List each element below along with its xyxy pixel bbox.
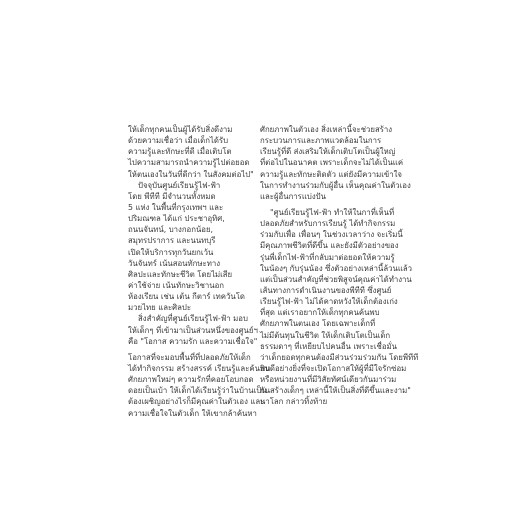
paragraph-line: คือ "โอกาส ความรัก และความเชื่อใจ" (128, 336, 258, 346)
article-column-right (260, 124, 419, 408)
paragraph-line: โอกาสที่จะมอบพื้นที่ที่ปลอดภัยให้เด็ก (128, 352, 251, 362)
paragraph-line: ศักยภาพในตนเอง โดยเฉพาะเด็กที่ (260, 319, 376, 329)
paragraph-line: และผู้อื่นการแบ่งปัน (260, 191, 326, 201)
paragraph-line: ในน้องๆ กับรุ่นน้อง ซึ่งตัวอย่างเหล่านี้ล้วนแล้ว (260, 263, 413, 273)
paragraph-line: ได้ทำกิจกรรม สร้างสรรค์ เรียนรู้และค้นพบ (128, 363, 271, 373)
paragraph-line: ยินดีอย่างยิ่งที่จะเปิดโอกาสให้ผู้ที่มีใจรักซ่อม (260, 363, 407, 373)
paragraph-line: เรียนรู้ที่ดี ส่งเสริมให้เด็กเติบโตเป็นผู้ใหญ่ (260, 147, 396, 157)
paragraph-line: ให้เด็กๆ ที่เข้ามาเป็นส่วนหนึ่งของศูนย์ฯ (128, 325, 258, 335)
paragraph-line: มีคุณภาพชีวิตที่ดีขึ้น และยังมีตัวอย่างของ (260, 241, 399, 251)
paragraph-line: 5 แห่ง ในพื้นที่กรุงเทพฯ และ (128, 202, 224, 212)
paragraph-line: ว่าเด็กยอดทุกคนต้องมีส่วนร่วมร่วมกัน โดยพีทีที (260, 352, 419, 362)
paragraph-line: โดย พีทีที มีจำนวนทั้งหมด (128, 191, 216, 201)
paragraph-line: ค่าใช้จ่าย เน้นทักษะวิชานอก (128, 280, 224, 290)
paragraph-line: สมุทรปราการ และนนทบุรี (128, 236, 216, 246)
paragraph-line: ความรู้และทักษะติดตัว แต่ยังมีความเข้าใจ (260, 169, 402, 179)
paragraph-line: ห้องเรียน เช่น เต้น กีตาร์ เทควันโด (128, 292, 245, 302)
paragraph-line: ศักยภาพในตัวเอง สิ่งเหล่านี้จะช่วยสร้าง (260, 125, 393, 134)
paragraph-line: รุ่นพี่เด็กไฟ-ฟ้าที่กลับมาต่อยอดให้ความรู้ (260, 252, 395, 262)
paragraph-line: มวยไทย และศิลปะ (128, 303, 192, 313)
paragraph-line: ปริมณฑล ได้แก่ ประชาอุทิศ, (128, 214, 225, 224)
paragraph-line: ศิลปะและทักษะชีวิต โดยไม่เสีย (128, 269, 233, 279)
paragraph-line: ไม่มีต้นทุนในชีวิต ให้เด็กเติบโตเป็นเด็ก (260, 330, 391, 340)
paragraph-line: ถนนจันทน์, บางกอกน้อย, (128, 225, 214, 235)
paragraph-line: ที่ต่อไปในอนาคต เพราะเด็กจะไม่ได้เป็นแค่ (260, 158, 404, 168)
paragraph-line: เรียนรู้ไฟ-ฟ้า ไม่ได้คาดหวังให้เด็กต้องเก่ง (260, 297, 398, 307)
paragraph-line: สิ่งสำคัญที่ศูนย์เรียนรู้ไฟ-ฟ้า มอบ (138, 314, 248, 324)
paragraph-line: ให้ตนเองในวันที่ดีกว่า ในสังคมต่อไป" (128, 169, 254, 179)
paragraph-line: ความเชื่อใจในตัวเด็ก ให้เขากล้าค้นหา (128, 408, 257, 418)
paragraph-line: หรือหน่วยงานที่มีวิสัยทัศน์เดียวกันมาร่วม (260, 375, 397, 385)
paragraph-line: ไปความสามารถนำความรู้ไปต่อยอด (128, 158, 250, 168)
paragraph-line: ด้วยความเชื่อว่า เมื่อเด็กได้รับ (128, 136, 229, 146)
paragraph-line: ดอยเป็นเบ้า ให้เด็กได้เรียนรู้ว่าในบ้านเป็น (128, 386, 267, 396)
paragraph-line: วันจันทร์ เน้นสอนทักษะทาง (128, 258, 221, 268)
paragraph-line: "ศูนย์เรียนรู้ไฟ-ฟ้า ทำให้ในกาที่เห็นที่ (270, 207, 395, 217)
paragraph-line: ศักยภาพใหม่ๆ ความรักที่คอยโอบกอด (128, 375, 254, 385)
paragraph-line: ต้องเผชิญอย่างไรก็มีคุณค่าในตัวเอง และ (128, 397, 265, 407)
paragraph-line: ความรู้และทักษะที่ดี เมื่อเติบโต (128, 147, 232, 157)
article-column-left (128, 124, 271, 419)
paragraph-line: ธรรมดาๆ ที่เหยียบไปคนอื่น เพราะเชื่อมั่น (260, 341, 397, 351)
paragraph-line: ปลอดภัยสำหรับการเรียนรู้ ได้ทำกิจกรรม (260, 219, 396, 229)
paragraph-line: ร่วมกับเพื่อ เพื่อนๆ ในช่วงเวลาว่าง จะเริ่มนี้ (260, 230, 403, 240)
paragraph-line: นาโลก กล่าวทิ้งท้าย (260, 397, 328, 407)
paragraph-line: กระบวนการและภาพแวดล้อมในการ (260, 136, 382, 146)
paragraph-line: ที่สุด แต่เราอยากให้เด็กทุกคนค้นพบ (260, 308, 380, 318)
paragraph-line: ให้เด็กทุกคนเป็นผู้ได้รับสิ่งดีงาม (128, 125, 233, 134)
paragraph-line: กันสร้างเด็กๆ เหล่านี้ให้เป็นสิ่งที่ดีขึ้นและงาม" (260, 386, 411, 396)
paragraph-line: เส้นทางการดำเนินงานของพีทีที ซึ่งศูนย์ (260, 285, 392, 295)
paragraph-line: ในการทำงานร่วมกับผู้อื่น เห็นคุณค่าในตัวเอง (260, 180, 411, 190)
paragraph-line: แต่เป็นส่วนสำคัญที่ช่วยพิสูจน์คุณค่าได้ทำงาน (260, 274, 412, 284)
paragraph-line: ปัจจุบันศูนย์เรียนรู้ไฟ-ฟ้า (138, 180, 221, 190)
paragraph-line: เปิดให้บริการทุกวันยกเว้น (128, 247, 214, 257)
